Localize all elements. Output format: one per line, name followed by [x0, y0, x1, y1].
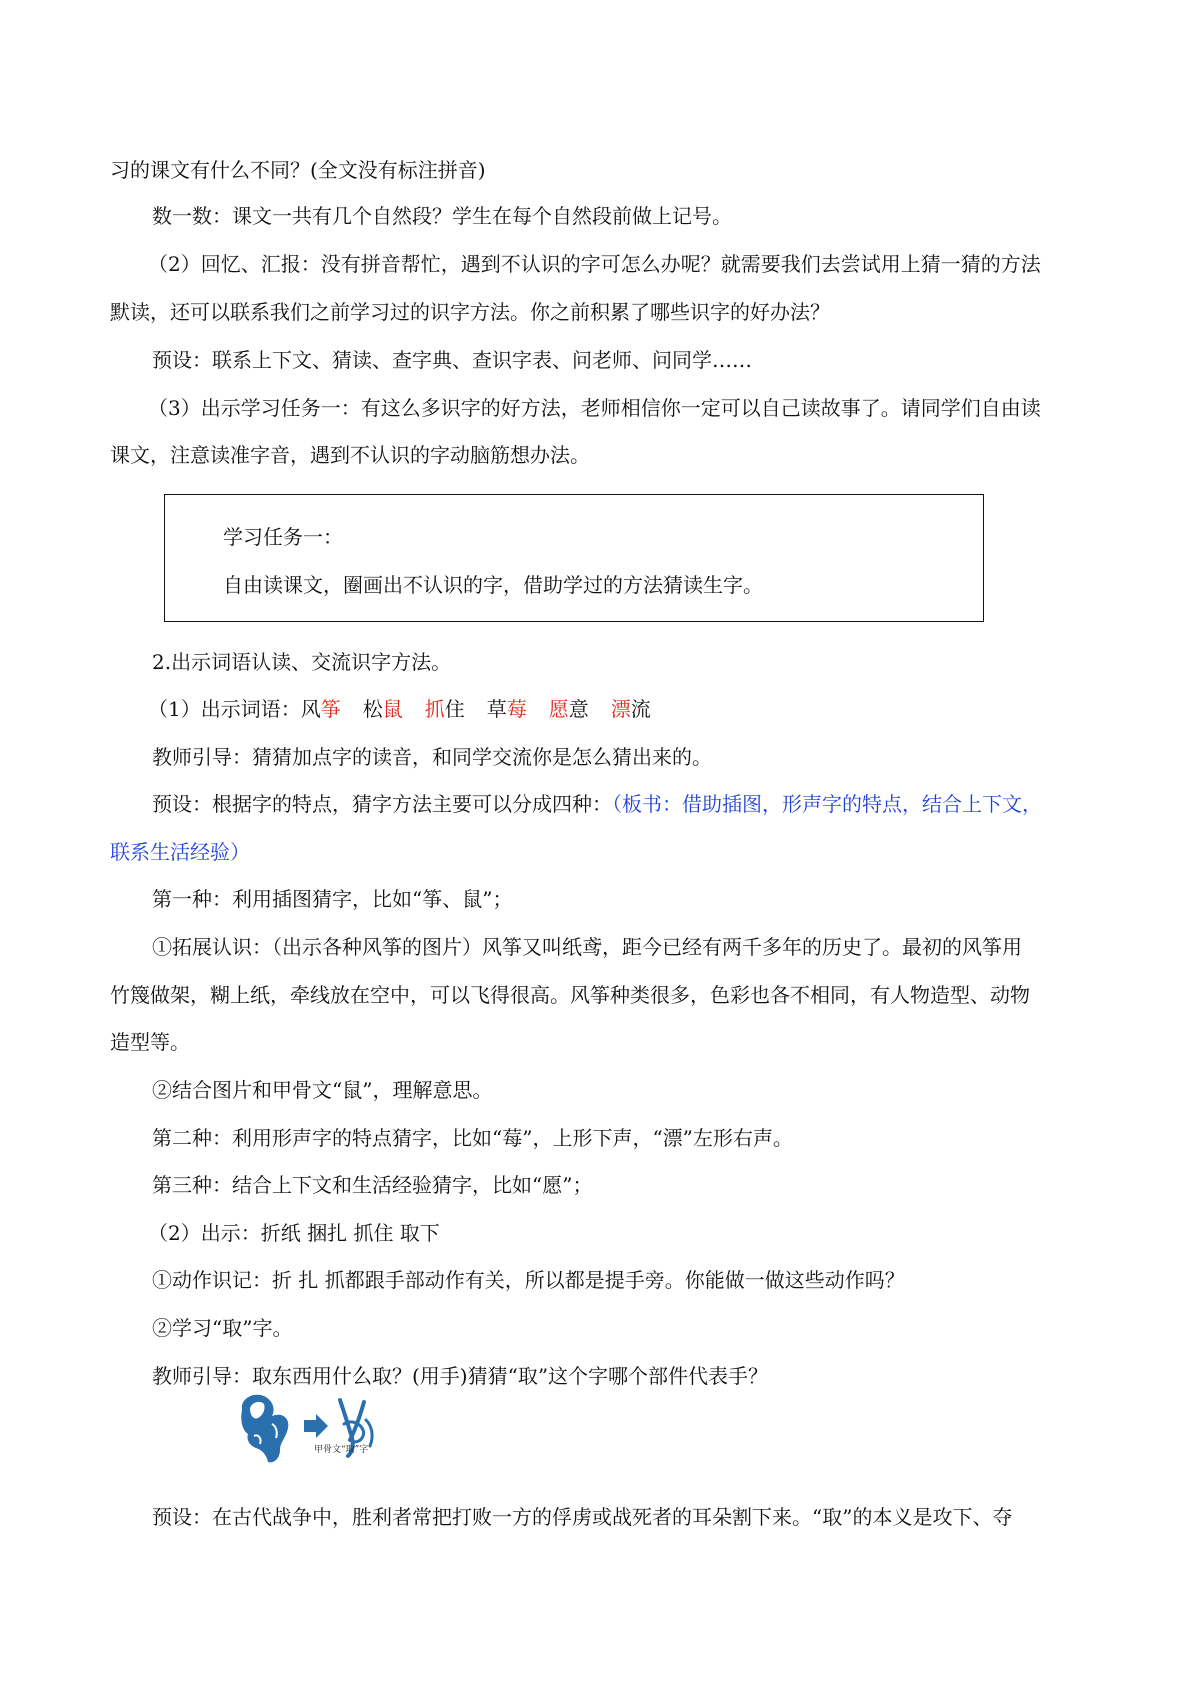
word: 松鼠: [362, 697, 403, 721]
oracle-bone-qu-figure: [232, 1390, 462, 1468]
text-line: ①拓展认识：（出示各种风筝的图片）风筝又叫纸鸢，距今已经有两千多年的历史了。最初的风筝用: [152, 935, 1022, 959]
hand-ear-illustration: [232, 1390, 462, 1468]
text-line: 预设：在古代战争中，胜利者常把打败一方的俘虏或战死者的耳朵割下来。“取”的本义是攻下、夺: [152, 1505, 1013, 1529]
task-content: 自由读课文，圈画出不认识的字，借助学过的方法猜读生字。: [223, 573, 763, 597]
word-list-prefix: （1）出示词语：: [148, 697, 301, 721]
text-line: 2.出示词语认读、交流识字方法。: [152, 650, 452, 674]
text-line: 第三种：结合上下文和生活经验猜字，比如“愿”；: [152, 1173, 593, 1197]
word: 愿意: [548, 697, 589, 721]
text-line: 第二种：利用形声字的特点猜字，比如“莓”，上形下声，“漂”左形右声。: [152, 1126, 793, 1150]
text-line: 预设：根据字的特点，猜字方法主要可以分成四种：（板书：借助插图，形声字的特点，结合上下文，: [152, 792, 1042, 816]
text-line: 造型等。: [110, 1030, 190, 1054]
task-box: [164, 494, 984, 622]
board-note: 联系生活经验）: [110, 840, 250, 864]
arrow-right-icon: [304, 1414, 328, 1438]
text-line: ①动作识记：折 扎 抓都跟手部动作有关，所以都是提手旁。你能做一做这些动作吗？: [152, 1268, 905, 1292]
text-line: （2）回忆、汇报：没有拼音帮忙，遇到不认识的字可怎么办呢？就需要我们去尝试用上猜一猜的方法: [148, 252, 1041, 276]
text-line: 竹篾做架，糊上纸，牵线放在空中，可以飞得很高。风筝种类很多，色彩也各不相同，有人物造型、动物: [110, 983, 1030, 1007]
word: 风筝: [300, 697, 341, 721]
board-note: （板书：借助插图，形声字的特点，结合上下文，: [612, 792, 1042, 816]
figure-caption: 甲骨文“取”字: [314, 1445, 369, 1455]
word: 漂流: [610, 697, 651, 721]
text-line: ②学习“取”字。: [152, 1316, 293, 1340]
task-title: 学习任务一：: [223, 525, 343, 549]
word: 抓住: [424, 697, 465, 721]
text-line: 习的课文有什么不同？(全文没有标注拼音): [110, 158, 486, 182]
text-line: 预设：联系上下文、猜读、查字典、查识字表、问老师、问同学……: [152, 348, 752, 372]
text-line: 数一数：课文一共有几个自然段？学生在每个自然段前做上记号。: [152, 204, 732, 228]
word-list-line: [148, 695, 651, 723]
text-line: 教师引导：猜猜加点字的读音，和同学交流你是怎么猜出来的。: [152, 745, 712, 769]
text-line: （3）出示学习任务一：有这么多识字的好方法，老师相信你一定可以自己读故事了。请同学们自由读: [148, 396, 1041, 420]
text-line: （2）出示：折纸 捆扎 抓住 取下: [148, 1221, 440, 1245]
text-line: 课文，注意读准字音，遇到不认识的字动脑筋想办法。: [110, 443, 590, 467]
text-line: 教师引导：取东西用什么取？(用手)猜猜“取”这个字哪个部件代表手？: [152, 1364, 769, 1388]
word: 草莓: [486, 697, 527, 721]
text-line: 默读，还可以联系我们之前学习过的识字方法。你之前积累了哪些识字的好办法？: [110, 300, 830, 324]
text-line: 第一种：利用插图猜字，比如“筝、鼠”；: [152, 887, 513, 911]
text-line: ②结合图片和甲骨文“鼠”，理解意思。: [152, 1078, 493, 1102]
